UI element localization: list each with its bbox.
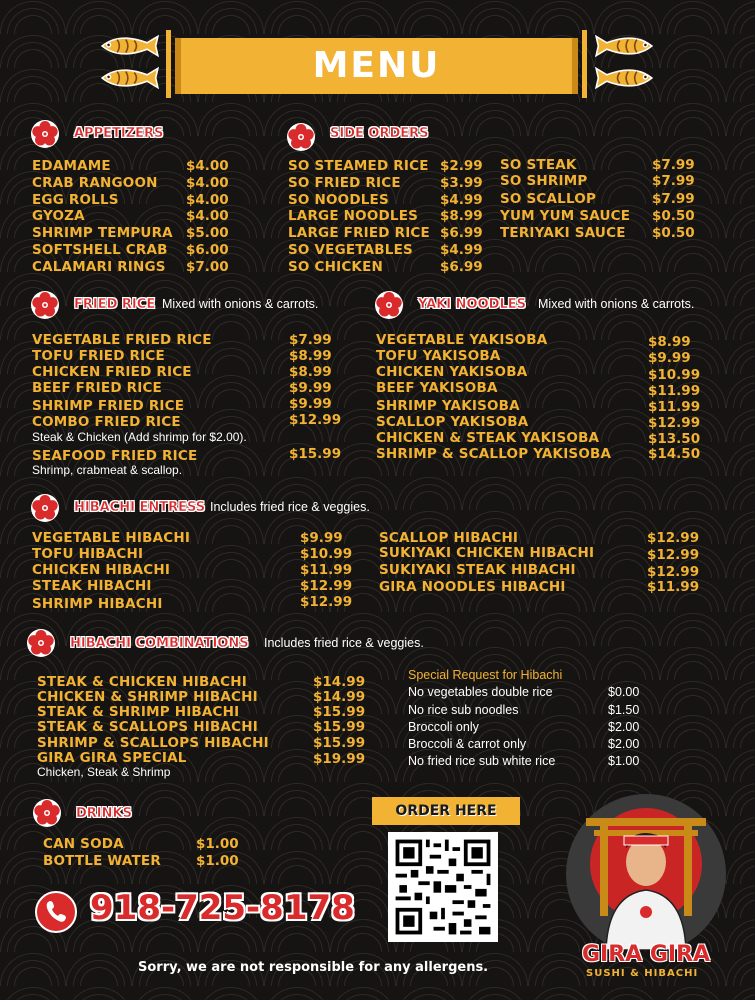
section-title-drinks: DRINKS (76, 806, 132, 821)
menu-item-name: VEGETABLE FRIED RICE (32, 332, 212, 348)
menu-item-price: $11.99 (648, 383, 701, 399)
request-price: $1.50 (608, 703, 640, 717)
menu-item-name: CHICKEN & SHRIMP HIBACHI (37, 689, 258, 705)
menu-item-price: $10.99 (300, 546, 353, 562)
menu-item-price: $14.99 (313, 674, 366, 690)
menu-item-price: $8.99 (289, 348, 332, 364)
menu-item-name: TOFU HIBACHI (32, 546, 144, 562)
menu-item-name: CRAB RANGOON (32, 175, 158, 191)
menu-item-price: $7.99 (289, 332, 332, 348)
menu-item-name: SOFTSHELL CRAB (32, 242, 168, 258)
menu-item-name: SUKIYAKI STEAK HIBACHI (379, 562, 576, 578)
menu-item-price: $12.99 (647, 530, 700, 546)
menu-item-price: $7.99 (652, 173, 695, 189)
menu-item-name: CHICKEN & STEAK YAKISOBA (376, 430, 600, 446)
menu-item-name: SHRIMP YAKISOBA (376, 398, 520, 414)
menu-item-name: CHICKEN HIBACHI (32, 562, 171, 578)
menu-item-name: BEEF FRIED RICE (32, 380, 162, 396)
menu-item-price: $4.99 (440, 242, 483, 258)
menu-item-price: $9.99 (300, 530, 343, 546)
brand-logo (556, 790, 736, 986)
menu-item-name: CAN SODA (43, 836, 124, 852)
menu-item-price: $4.00 (186, 208, 229, 224)
menu-item-name: COMBO FRIED RICE (32, 414, 181, 430)
menu-item-price: $11.99 (648, 399, 701, 415)
phone-icon (34, 890, 78, 934)
section-note: Includes fried rice & veggies. (264, 636, 424, 650)
menu-item-name: TERIYAKI SAUCE (500, 225, 626, 241)
request-price: $2.00 (608, 720, 640, 734)
section-title-fried-rice: FRIED RICE (74, 297, 156, 312)
menu-item-name: SO CHICKEN (288, 259, 384, 275)
allergen-disclaimer: Sorry, we are not responsible for any allergens. (138, 960, 489, 975)
section-title-hibachi-entress: HIBACHI ENTRESS (74, 500, 206, 515)
menu-item-name: SCALLOP YAKISOBA (376, 414, 529, 430)
chef-illustration (556, 790, 736, 950)
menu-item-name: SHRIMP HIBACHI (32, 596, 163, 612)
brand-name: GIRA GIRA (582, 942, 711, 967)
menu-item-price: $12.99 (647, 564, 700, 580)
menu-item-price: $5.00 (186, 225, 229, 241)
menu-item-price: $9.99 (648, 350, 691, 366)
request-name: Broccoli & carrot only (408, 737, 527, 751)
menu-item-name: SO SCALLOP (500, 191, 597, 207)
menu-item-name: SO FRIED RICE (288, 175, 401, 191)
menu-item-price: $6.99 (440, 225, 483, 241)
menu-item-price: $9.99 (289, 380, 332, 396)
menu-item-name: GIRA NOODLES HIBACHI (379, 579, 566, 595)
flower-icon (30, 290, 60, 320)
combo-note: Steak & Chicken (Add shrimp for $2.00). (32, 430, 247, 444)
flower-icon (374, 290, 404, 320)
request-name: No rice sub noodles (408, 703, 519, 717)
menu-item-name: TOFU FRIED RICE (32, 348, 165, 364)
order-here-label: ORDER HERE (372, 797, 520, 825)
menu-item-price: $11.99 (300, 562, 353, 578)
menu-item-price: $0.50 (652, 225, 695, 241)
menu-item-name: SEAFOOD FRIED RICE (32, 448, 198, 464)
menu-item-name: CALAMARI RINGS (32, 259, 166, 275)
menu-item-price: $4.99 (440, 192, 483, 208)
menu-item-name: SO STEAMED RICE (288, 158, 429, 174)
menu-item-price: $12.99 (300, 578, 353, 594)
fish-icon (594, 34, 654, 58)
menu-item-price: $4.00 (186, 175, 229, 191)
section-note: Mixed with onions & carrots. (538, 297, 695, 311)
fish-icon (100, 66, 160, 90)
menu-item-name: CHICKEN FRIED RICE (32, 364, 192, 380)
request-price: $0.00 (608, 685, 640, 699)
special-request-title: Special Request for Hibachi (408, 668, 563, 682)
request-price: $2.00 (608, 737, 640, 751)
menu-item-price: $7.99 (652, 191, 695, 207)
menu-banner (175, 38, 578, 94)
section-title-hibachi-combinations: HIBACHI COMBINATIONS (70, 636, 249, 651)
phone-number[interactable]: 918-725-8178 (90, 888, 355, 928)
menu-item-price: $14.50 (648, 446, 701, 462)
menu-item-price: $11.99 (647, 579, 700, 595)
menu-item-name: BEEF YAKISOBA (376, 380, 498, 396)
section-note: Includes fried rice & veggies. (210, 500, 370, 514)
menu-item-price: $12.99 (300, 594, 353, 610)
menu-item-price: $12.99 (648, 415, 701, 431)
flower-icon (286, 122, 316, 152)
menu-item-name: SO SHRIMP (500, 173, 588, 189)
menu-item-price: $15.99 (313, 719, 366, 735)
menu-item-price: $1.00 (196, 836, 239, 852)
seafood-note: Shrimp, crabmeat & scallop. (32, 463, 183, 477)
menu-item-name: STEAK & CHICKEN HIBACHI (37, 674, 247, 690)
menu-item-price: $7.99 (652, 157, 695, 173)
menu-item-name: BOTTLE WATER (43, 853, 161, 869)
scroll-rod-left (166, 30, 171, 98)
request-name: No vegetables double rice (408, 685, 553, 699)
menu-item-name: SHRIMP TEMPURA (32, 225, 173, 241)
menu-item-price: $4.00 (186, 192, 229, 208)
section-title-side-orders: SIDE ORDERS (330, 126, 429, 141)
menu-item-price: $4.00 (186, 158, 229, 174)
menu-item-name: TOFU YAKISOBA (376, 348, 501, 364)
menu-item-name: SO NOODLES (288, 192, 389, 208)
menu-item-name: VEGETABLE HIBACHI (32, 530, 191, 546)
menu-item-name: LARGE FRIED RICE (288, 225, 430, 241)
menu-item-name: EGG ROLLS (32, 192, 119, 208)
menu-item-name: SHRIMP & SCALLOPS HIBACHI (37, 735, 269, 751)
menu-item-name: SHRIMP & SCALLOP YAKISOBA (376, 446, 612, 462)
flower-icon (30, 119, 60, 149)
menu-item-price: $6.00 (186, 242, 229, 258)
menu-item-name: SO VEGETABLES (288, 242, 413, 258)
section-note: Mixed with onions & carrots. (162, 297, 319, 311)
menu-item-name: SHRIMP FRIED RICE (32, 398, 185, 414)
request-price: $1.00 (608, 754, 640, 768)
flower-icon (30, 493, 60, 523)
menu-item-price: $12.99 (647, 547, 700, 563)
menu-item-price: $19.99 (313, 751, 366, 767)
menu-item-price: $0.50 (652, 208, 695, 224)
menu-item-price: $8.99 (440, 208, 483, 224)
menu-item-price: $9.99 (289, 396, 332, 412)
menu-item-name: CHICKEN YAKISOBA (376, 364, 528, 380)
menu-item-price: $12.99 (289, 412, 342, 428)
qr-code[interactable] (388, 832, 498, 942)
request-name: Broccoli only (408, 720, 479, 734)
fish-icon (100, 34, 160, 58)
menu-item-price: $1.00 (196, 853, 239, 869)
menu-item-price: $3.99 (440, 175, 483, 191)
menu-item-name: STEAK HIBACHI (32, 578, 152, 594)
menu-item-name: LARGE NOODLES (288, 208, 419, 224)
menu-item-price: $8.99 (289, 364, 332, 380)
section-title-yaki-noodles: YAKI NOODLES (418, 297, 526, 312)
menu-item-price: $15.99 (313, 704, 366, 720)
scroll-rod-right (582, 30, 587, 98)
page-title: MENU (312, 45, 441, 86)
menu-item-name: SUKIYAKI CHICKEN HIBACHI (379, 545, 595, 561)
flower-icon (26, 628, 56, 658)
brand-tagline: SUSHI & HIBACHI (586, 968, 699, 979)
menu-item-price: $14.99 (313, 689, 366, 705)
menu-item-name: SCALLOP HIBACHI (379, 530, 519, 546)
menu-item-price: $2.99 (440, 158, 483, 174)
menu-item-price: $15.99 (289, 446, 342, 462)
fish-icon (594, 66, 654, 90)
menu-item-name: GYOZA (32, 208, 85, 224)
menu-item-price: $7.00 (186, 259, 229, 275)
special-note: Chicken, Steak & Shrimp (37, 765, 171, 779)
menu-item-name: STEAK & SHRIMP HIBACHI (37, 704, 240, 720)
menu-item-name: VEGETABLE YAKISOBA (376, 332, 548, 348)
menu-item-price: $6.99 (440, 259, 483, 275)
menu-item-name: STEAK & SCALLOPS HIBACHI (37, 719, 258, 735)
flower-icon (32, 798, 62, 828)
menu-item-price: $8.99 (648, 334, 691, 350)
menu-item-name: GIRA GIRA SPECIAL (37, 750, 187, 766)
section-title-appetizers: APPETIZERS (74, 126, 164, 141)
menu-item-price: $13.50 (648, 431, 701, 447)
menu-item-price: $15.99 (313, 735, 366, 751)
request-name: No fried rice sub white rice (408, 754, 556, 768)
menu-item-price: $10.99 (648, 367, 701, 383)
menu-item-name: YUM YUM SAUCE (500, 208, 631, 224)
menu-item-name: SO STEAK (500, 157, 577, 173)
menu-item-name: EDAMAME (32, 158, 111, 174)
